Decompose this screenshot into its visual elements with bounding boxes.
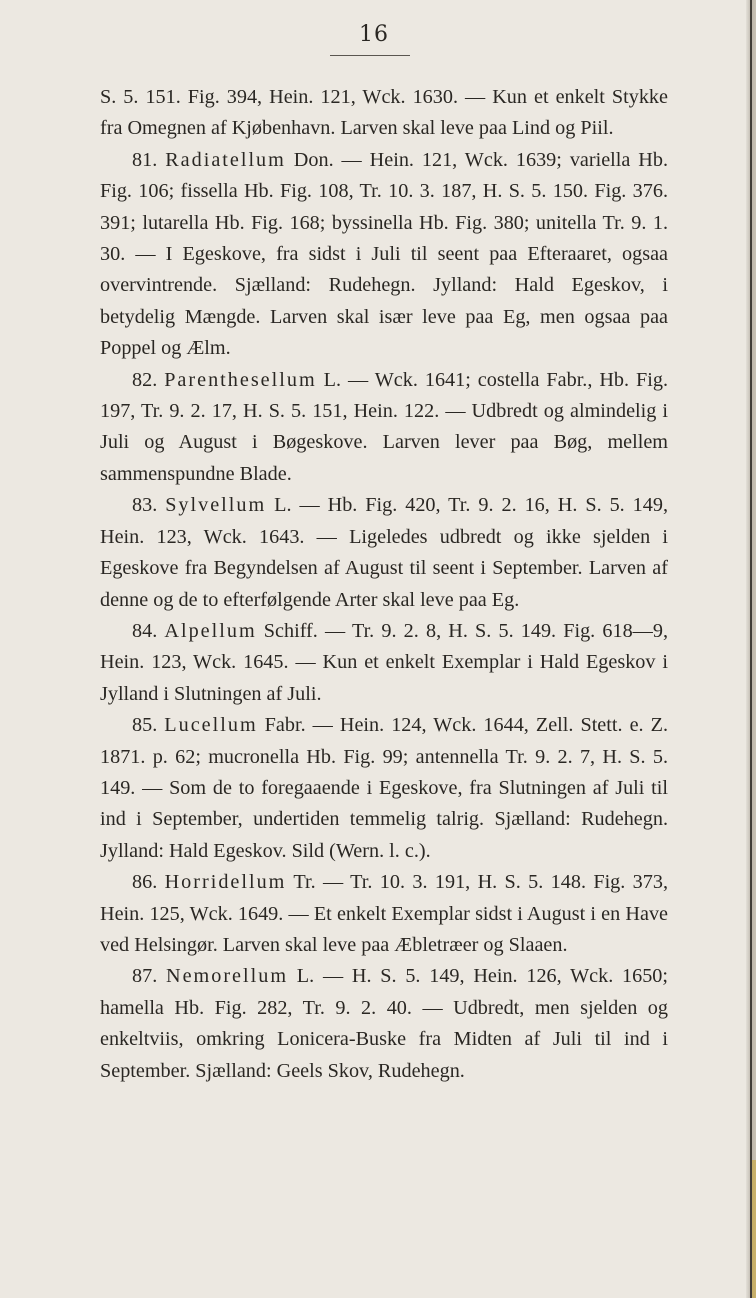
paragraph-text: S. 5. 151. Fig. 394, Hein. 121, Wck. 1630. — Kun et enkelt Stykke fra Omegnen af Kjøbenhavn. Larven skal leve paa Lind og Piil. [100, 86, 668, 140]
page-edge-tint [752, 1160, 756, 1298]
entry-number: 85. [132, 714, 158, 737]
entry-text: L. — H. S. 5. 149, Hein. 126, Wck. 1650; hamella Hb. Fig. 282, Tr. 9. 2. 40. — Udbredt, men sjelden og enkeltviis, omkring Lonicera-Buske fra Midten af Juli til ind i September. Sjælland: Geels Skov, Rudehegn. [100, 965, 668, 1082]
species-entry-82 [100, 365, 668, 491]
entry-number: 87. [132, 965, 158, 988]
entry-number: 82. [132, 368, 158, 391]
species-name: Parenthesellum [164, 368, 317, 391]
entry-number: 81. [132, 148, 158, 171]
entry-number: 86. [132, 871, 158, 894]
species-name: Nemorellum [166, 965, 289, 988]
paragraph-continuation [100, 82, 668, 145]
species-entry-81 [100, 145, 668, 365]
species-entry-83 [100, 490, 668, 616]
entry-text: L. — Wck. 1641; costella Fabr., Hb. Fig. 197, Tr. 9. 2. 17, H. S. 5. 151, Hein. 122. — Udbredt og almindelig i Juli og August i Bøgeskove. Larven lever paa Bøg, mellem sammenspundne Blade. [100, 368, 668, 485]
entry-text: Don. — Hein. 121, Wck. 1639; variella Hb. Fig. 106; fissella Hb. Fig. 108, Tr. 10. 3. 187, H. S. 5. 150. Fig. 376. 391; lutarella Hb. Fig. 168; byssinella Hb. Fig. 380; unitella Tr. 9. 1. 30. — I Egeskove, fra sidst i Juli til seent paa Efteraaret, ogsaa overvintrende. Sjælland: Rudehegn. Jylland: Hald Egeskov, i betydelig Mængde. Larven skal især leve paa Eg, men ogsaa paa Poppel og Ælm. [100, 148, 669, 360]
page-number-rule [330, 55, 410, 56]
species-entry-85 [100, 710, 668, 867]
body-text [100, 82, 668, 1087]
species-name: Alpellum [164, 619, 257, 642]
species-entry-86 [100, 867, 668, 961]
species-name: Lucellum [164, 714, 258, 737]
entry-text: Tr. — Tr. 10. 3. 191, H. S. 5. 148. Fig. 373, Hein. 125, Wck. 1649. — Et enkelt Exemplar sidst i August i en Have ved Helsingør. Larven skal leve paa Æbletræer og Slaaen. [100, 871, 669, 956]
species-entry-84 [100, 616, 668, 710]
page-edge-line [750, 0, 752, 1298]
species-name: Radiatellum [165, 148, 286, 171]
entry-text: Fabr. — Hein. 124, Wck. 1644, Zell. Stett. e. Z. 1871. p. 62; mucronella Hb. Fig. 99; antennella Tr. 9. 2. 7, H. S. 5. 149. — Som de to foregaaende i Egeskove, fra Slutningen af Juli til ind i September, undertiden temmelig talrig. Sjælland: Rudehegn. Jylland: Hald Egeskov. Sild (Wern. l. c.). [100, 714, 668, 862]
page-number: 16 [359, 22, 389, 47]
entry-number: 83. [132, 494, 158, 517]
entry-text: Schiff. — Tr. 9. 2. 8, H. S. 5. 149. Fig. 618—9, Hein. 123, Wck. 1645. — Kun et enkelt Exemplar i Hald Egeskov i Jylland i Slutningen af Juli. [100, 619, 668, 705]
species-name: Horridellum [164, 871, 287, 894]
entry-text: L. — Hb. Fig. 420, Tr. 9. 2. 16, H. S. 5. 149, Hein. 123, Wck. 1643. — Ligeledes udbredt og ikke sjelden i Egeskove fra Begyndelsen af August til seent i September. Larven af denne og de to efterfølgende Arter skal leve paa Eg. [100, 494, 669, 611]
entry-number: 84. [132, 619, 158, 642]
species-entry-87 [100, 961, 668, 1087]
species-name: Sylvellum [165, 494, 267, 517]
